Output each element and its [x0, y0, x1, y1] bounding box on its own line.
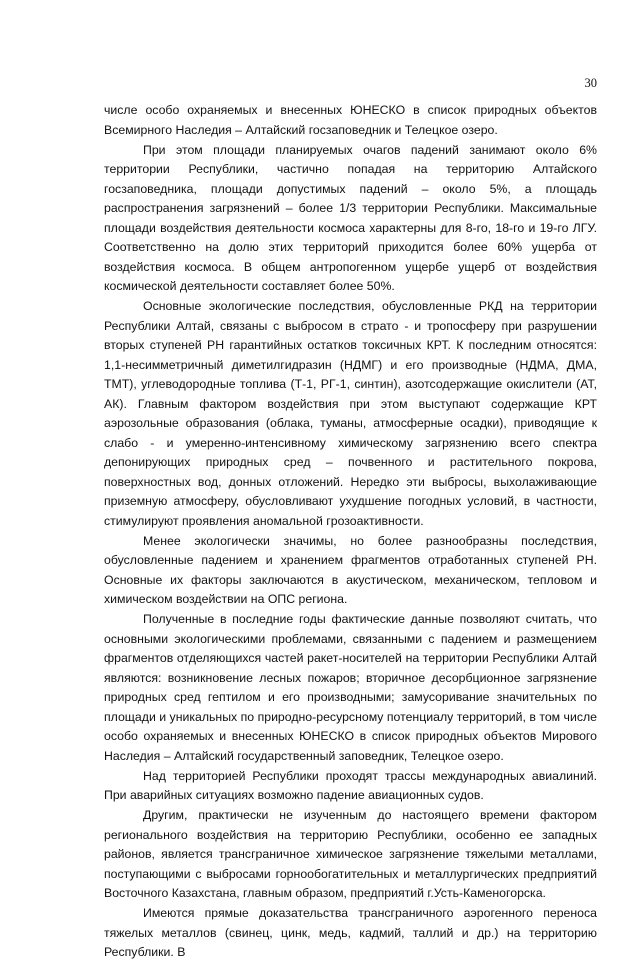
- paragraph: Менее экологически значимы, но более разнообразны последствия, обусловленные падением и хранением фрагментов отработанных ступеней РН. Основные их факторы заключаются в акустическом, механическом, тепловом и химическом воздействии на ОПС региона.: [104, 533, 597, 606]
- paragraph: Имеются прямые доказательства трансграничного аэрогенного переноса тяжелых металлов (свинец, цинк, медь, кадмий, таллий и др.) на территорию Республики. В: [104, 906, 597, 959]
- body-text: [104, 101, 597, 963]
- paragraph: числе особо охраняемых и внесенных ЮНЕСКО в список природных объектов Всемирного Наследия – Алтайский госзаповедник и Телецкое озеро.: [104, 103, 597, 137]
- paragraph: Полученные в последние годы фактические данные позволяют считать, что основными экологическими проблемами, связанными с падением и размещением фрагментов отделяющихся частей ракет-носителей на территории Республики Алтай являются: возникновение лесных пожаров; вторичное десорбционное загрязнение природных сред гептилом и его производными; замусоривание значительных по площади и уникальных по природно-ресурсному потенциалу территорий, в том числе особо охраняемых и внесенных ЮНЕСКО в список природных объектов Мирового Наследия – Алтайский государственный заповедник, Телецкое озеро.: [104, 612, 597, 763]
- paragraph: Другим, практически не изученным до настоящего времени фактором регионального воздействия на территорию Республики, особенно ее западных районов, является трансграничное химическое загрязнение тяжелыми металлами, поступающими с выбросами горнообогатительных и металлургических предприятий Восточного Казахстана, главным образом, предприятий г.Усть-Каменогорска.: [104, 808, 597, 900]
- page-number: 30: [584, 76, 597, 90]
- paragraph: При этом площади планируемых очагов падений занимают около 6% территории Республики, частично попадая на территорию Алтайского госзаповедника, площади допустимых падений – около 5%, а площадь распространения загрязнений – более 1/3 территории Республики. Максимальные площади воздействия деятельности космоса характерны для 8-го, 18-го и 19-го ЛГУ. Соответственно на долю этих территорий приходится более 60% ущерба от воздействия космоса. В общем антропогенном ущербе ущерб от воздействия космической деятельности составляет более 50%.: [104, 142, 597, 293]
- paragraph: Над территорией Республики проходят трассы международных авиалиний. При аварийных ситуациях возможно падение авиационных судов.: [104, 768, 597, 802]
- paragraph: Основные экологические последствия, обусловленные РКД на территории Республики Алтай, связаны с выбросом в страто - и тропосферу при разрушении вторых ступеней РН гарантийных остатков токсичных КРТ. К последним относятся: 1,1-несимметричный диметилгидразин (НДМГ) и его производные (НДМА, ДМА, ТМТ), углеводородные топлива (Т-1, РГ-1, синтин), азотсодержащие окислители (АТ, АК). Главным фактором воздействия при этом выступают содержащие КРТ аэрозольные образования (облака, туманы, атмосферные осадки), приводящие к слабо - и умеренно-интенсивному химическому загрязнению всего спектра депонирующих природных сред – почвенного и растительного покрова, поверхностных вод, донных отложений. Нередко эти выбросы, выхолаживающие приземную атмосферу, обусловливают ухудшение погодных условий, в частности, стимулируют проявления аномальной грозоактивности.: [104, 299, 597, 528]
